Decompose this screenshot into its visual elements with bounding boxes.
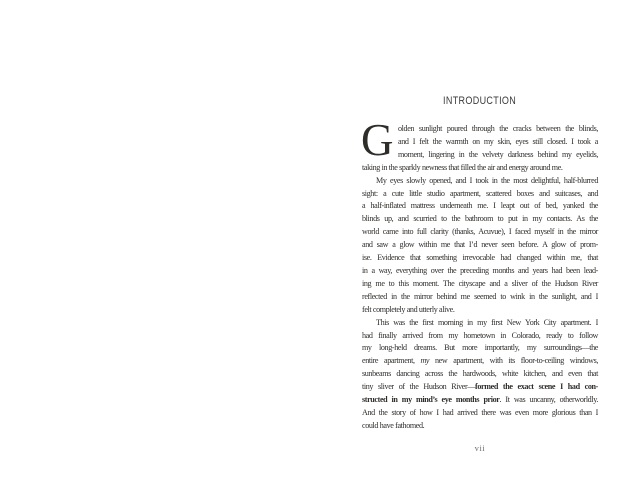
text-line: had finally arrived from my hometown in Colorado, ready to follow — [362, 330, 598, 340]
text-line: in a way, everything over the preceding months and years had been lead- — [362, 265, 598, 275]
text-line: My eyes slowly opened, and I took in the most delightful, half-blurred — [376, 175, 598, 185]
text-line: world came into full clarity (thanks, Acuvue), I faced myself in the mirror — [362, 227, 598, 237]
text-line: sunbeams dancing across the hardwoods, white kitchen, and even that — [362, 369, 598, 379]
drop-cap: G — [361, 115, 394, 165]
page-number: vii — [474, 443, 486, 453]
text-line: sight: a cute little studio apartment, scattered boxes and suitcases, and — [362, 188, 598, 198]
chapter-title — [362, 91, 598, 109]
text-line: felt completely and utterly alive. — [362, 304, 455, 314]
body-text — [361, 115, 599, 433]
text-line: moment, lingering in the velvety darkness behind my eyelids, — [398, 149, 598, 159]
chapter-title-text: INTRODUCTION — [443, 95, 517, 107]
text-line: tiny sliver of the Hudson River—formed the exact scene I had con- — [362, 382, 598, 392]
text-line: And the story of how I had arrived there was even more glorious than I — [362, 407, 598, 417]
text-line: This was the first morning in my first New York City apartment. I — [376, 317, 598, 327]
text-line: reflected in the mirror behind me seemed to wink in the sunlight, and I — [362, 291, 598, 301]
text-line: taking in the sparkly newness that filled the air and energy around me. — [362, 162, 563, 172]
text-line: and I felt the warmth on my skin, eyes still closed. I took a — [398, 136, 598, 146]
text-line: structed in my mind’s eye months prior. It was uncanny, otherworldly. — [362, 395, 599, 405]
text-line: and saw a glow within me that I’d never seen before. A glow of prom- — [362, 240, 598, 250]
text-line: ise. Evidence that something irrevocable had changed within me, that — [362, 253, 598, 263]
text-line: a half-inflated mattress underneath me. I leapt out of bed, yanked the — [362, 201, 598, 211]
text-line: ing me to this moment. The cityscape and a sliver of the Hudson River — [362, 278, 598, 288]
text-line: blinds up, and scurried to the bathroom to put in my contacts. As the — [362, 214, 598, 224]
text-line: olden sunlight poured through the cracks between the blinds, — [398, 124, 598, 133]
text-line: entire apartment, my new apartment, with its floor-to-ceiling windows, — [362, 356, 598, 366]
text-line: my long-held dreams. But more importantly, my surroundings—the — [362, 343, 598, 353]
text-line: could have fathomed. — [362, 420, 425, 430]
